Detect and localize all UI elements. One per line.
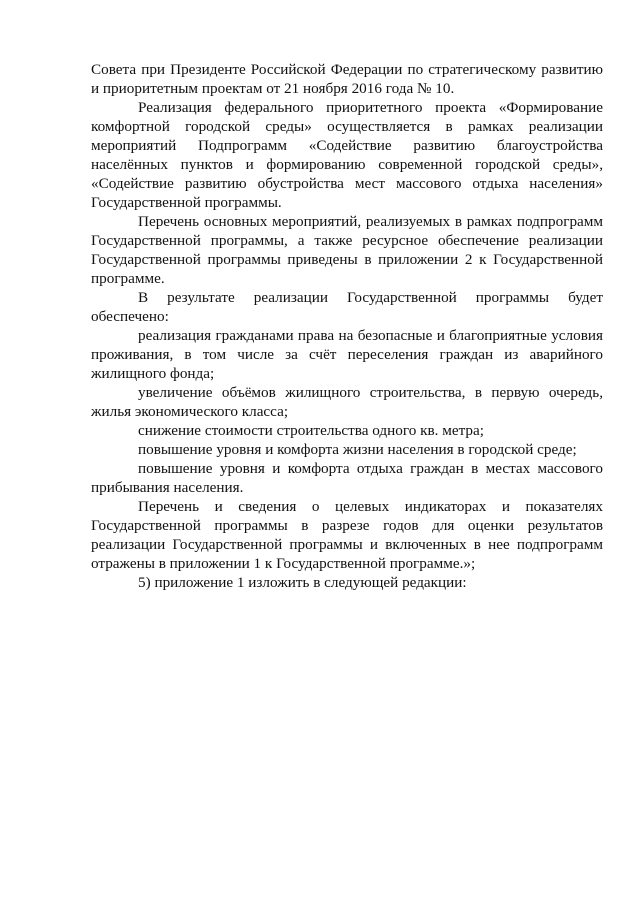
paragraph-measures-list: Перечень основных мероприятий, реализуемых в рамках подпрограмм Государственной программы, а также ресурсное обеспечение реализации Государственной программы приведены в приложении 2 к Государственной программе. xyxy=(91,213,603,287)
list-item-urban-comfort: повышение уровня и комфорта жизни населения в городской среде; xyxy=(138,441,577,458)
paragraph-indicators: Перечень и сведения о целевых индикаторах и показателях Государственной программы в разрезе годов для оценки результатов реализации Государственной программы и включенных в нее подпрограмм отражены в приложении 1 к Государственной программе.»; xyxy=(91,498,603,572)
list-item-recreation-comfort: повышение уровня и комфорта отдыха граждан в местах массового прибывания населения. xyxy=(91,460,603,496)
document-page xyxy=(91,60,603,592)
list-item-housing-construction: увеличение объёмов жилищного строительства, в первую очередь, жилья экономического класса; xyxy=(91,384,603,420)
paragraph-council-reference: Совета при Президенте Российской Федерации по стратегическому развитию и приоритетным проектам от 21 ноября 2016 года № 10. xyxy=(91,61,603,97)
paragraph-amendment-5: 5) приложение 1 изложить в следующей редакции: xyxy=(138,574,467,591)
list-item-construction-cost: снижение стоимости строительства одного кв. метра; xyxy=(138,422,484,439)
paragraph-results-intro: В результате реализации Государственной программы будет обеспечено: xyxy=(91,289,603,325)
list-item-safe-housing: реализация гражданами права на безопасные и благоприятные условия проживания, в том числе за счёт переселения граждан из аварийного жилищного фонда; xyxy=(91,327,603,382)
paragraph-federal-project: Реализация федерального приоритетного проекта «Формирование комфортной городской среды» осуществляется в рамках реализации мероприятий Подпрограмм «Содействие развитию благоустройства населённых пунктов и формированию современной городской среды», «Содействие развитию обустройства мест массового отдыха населения» Государственной программы. xyxy=(91,99,603,211)
